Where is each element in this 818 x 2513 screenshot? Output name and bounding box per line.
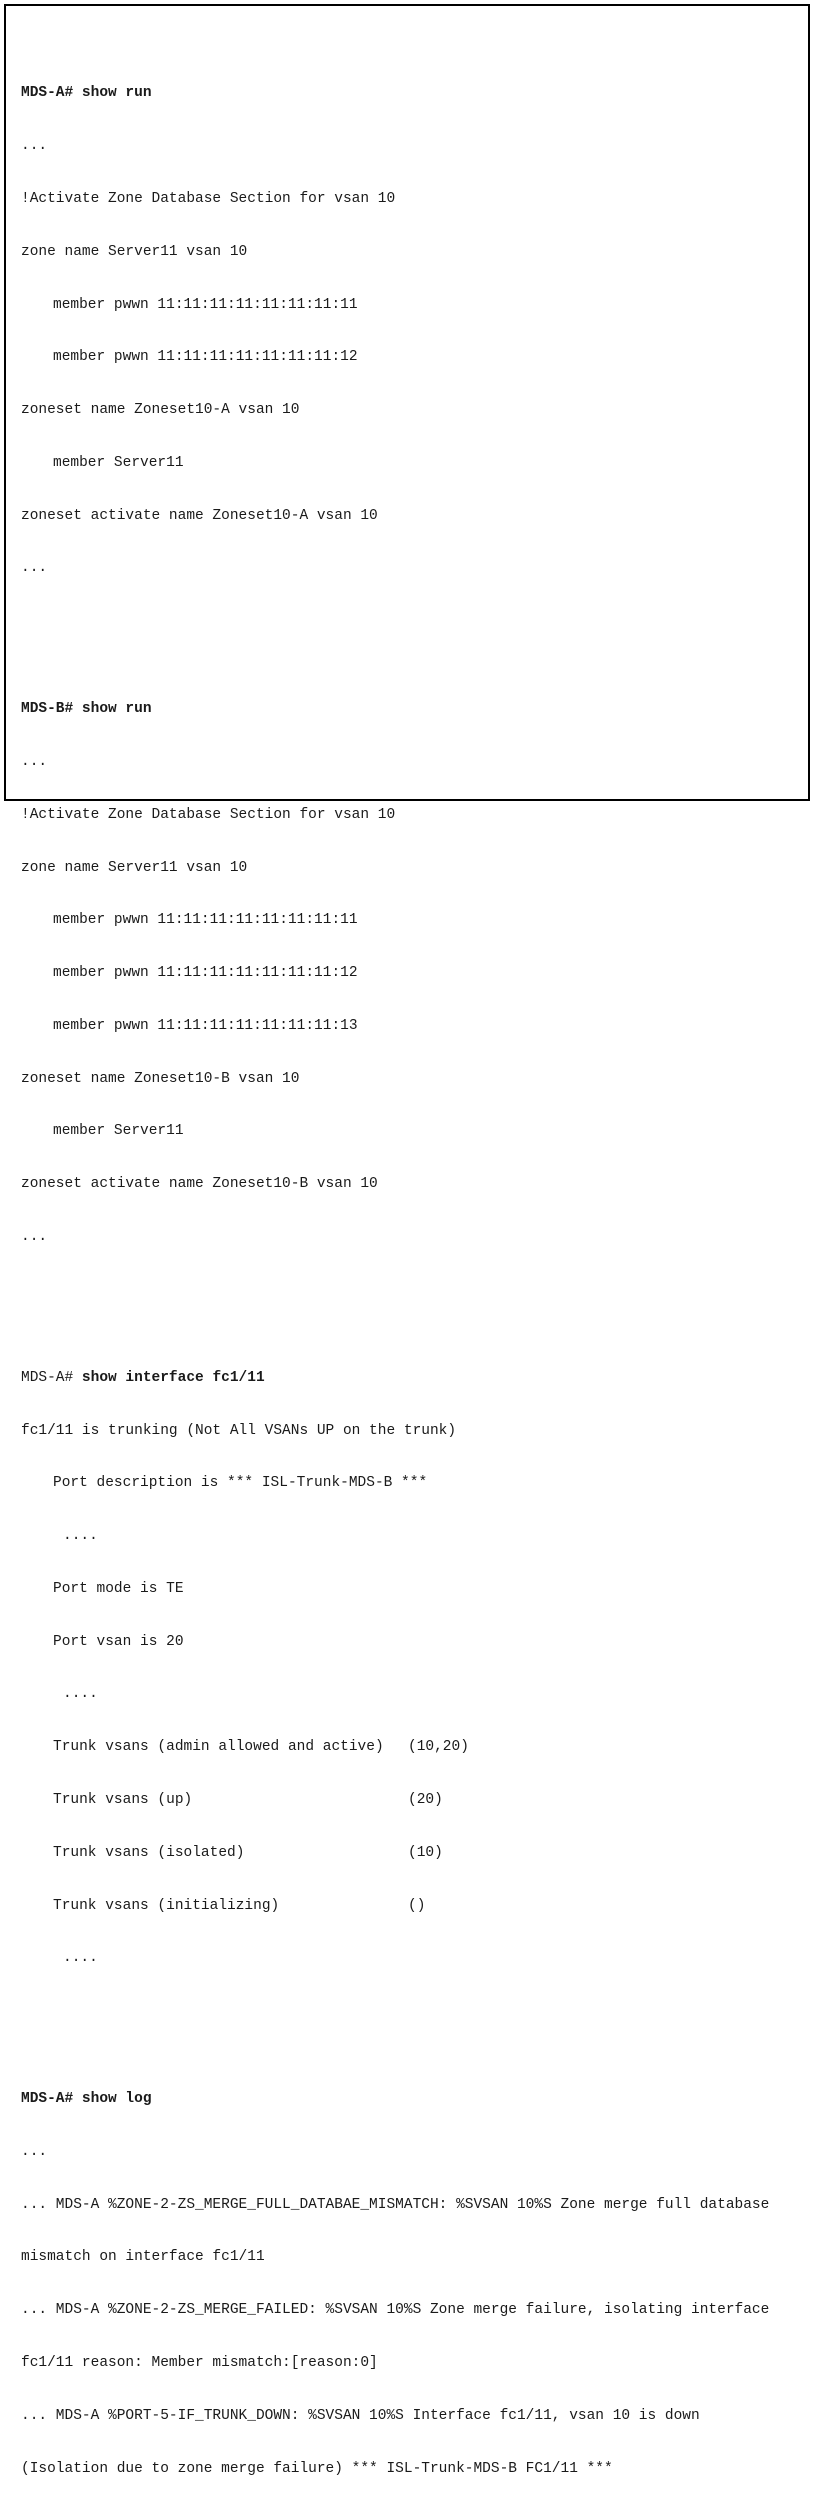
trunk-label: Trunk vsans (up) — [53, 1791, 193, 1808]
output-line: zone name Server11 vsan 10 — [21, 859, 248, 876]
command: show run — [81, 85, 152, 102]
output-line: member pwwn 11:11:11:11:11:11:11:11 — [53, 296, 358, 313]
command-line-d — [21, 2091, 769, 2109]
trunk-label: Trunk vsans (isolated) — [53, 1844, 245, 1861]
ellipsis: .... — [63, 1686, 98, 1703]
output-line: member pwwn 11:11:11:11:11:11:11:12 — [53, 349, 358, 366]
trunk-value: (20) — [408, 1791, 443, 1808]
log-line: ... MDS-A %PORT-5-IF_TRUNK_DOWN: %SVSAN 10%S Interface fc1/11, vsan 10 is down — [21, 2407, 700, 2424]
output-line: zoneset activate name Zoneset10-B vsan 10 — [21, 1176, 378, 1193]
output-line: member Server11 — [53, 1123, 184, 1140]
trunk-row — [21, 1898, 769, 1916]
prompt: MDS-A# — [21, 2091, 74, 2108]
ellipsis: .... — [63, 1950, 98, 1967]
output-line: zoneset activate name Zoneset10-A vsan 10 — [21, 507, 378, 524]
command-line-c — [21, 1370, 769, 1388]
output-line: zoneset name Zoneset10-B vsan 10 — [21, 1070, 300, 1087]
prompt: MDS-B# — [21, 701, 74, 718]
output-line: !Activate Zone Database Section for vsan 10 — [21, 806, 396, 823]
console-frame — [4, 4, 810, 2477]
command-line-a — [21, 85, 769, 103]
trunk-row — [21, 1792, 769, 1810]
output-line: member Server11 — [53, 454, 184, 471]
trunk-value: () — [408, 1897, 426, 1914]
output-line: ... — [21, 560, 48, 577]
output-line: ... — [21, 138, 48, 155]
port-mode: Port mode is TE — [53, 1580, 184, 1597]
log-line: mismatch on interface fc1/11 — [21, 2249, 265, 2266]
output-line: !Activate Zone Database Section for vsan 10 — [21, 190, 396, 207]
prompt: MDS-A# — [21, 85, 74, 102]
trunk-label: Trunk vsans (admin allowed and active) — [53, 1739, 384, 1756]
command-line-b — [21, 701, 769, 719]
output-line: zoneset name Zoneset10-A vsan 10 — [21, 402, 300, 419]
command: show run — [81, 701, 152, 718]
output-line: ... — [21, 753, 48, 770]
ellipsis: .... — [63, 1528, 98, 1545]
spacer — [21, 2003, 769, 2021]
command: show interface fc1/11 — [81, 1369, 265, 1386]
output-line: member pwwn 11:11:11:11:11:11:11:11 — [53, 912, 358, 929]
spacer — [21, 1282, 769, 1300]
output-line: ... — [21, 1228, 48, 1245]
prompt: MDS-A# — [21, 1369, 74, 1386]
port-vsan: Port vsan is 20 — [53, 1633, 184, 1650]
output-line: member pwwn 11:11:11:11:11:11:11:12 — [53, 965, 358, 982]
port-description: Port description is *** ISL-Trunk-MDS-B *** — [53, 1475, 428, 1492]
log-line: ... — [21, 2143, 48, 2160]
trunk-label: Trunk vsans (initializing) — [53, 1897, 280, 1914]
trunk-value: (10) — [408, 1844, 443, 1861]
command: show log — [81, 2091, 152, 2108]
log-line: ... MDS-A %ZONE-2-ZS_MERGE_FULL_DATABAE_MISMATCH: %SVSAN 10%S Zone merge full database — [21, 2196, 770, 2213]
interface-status: fc1/11 is trunking (Not All VSANs UP on the trunk) — [21, 1422, 457, 1439]
log-line: (Isolation due to zone merge failure) *** ISL-Trunk-MDS-B FC1/11 *** — [21, 2460, 613, 2477]
log-line: ... MDS-A %ZONE-2-ZS_MERGE_FAILED: %SVSAN 10%S Zone merge failure, isolating interface — [21, 2302, 770, 2319]
log-line: fc1/11 reason: Member mismatch:[reason:0] — [21, 2354, 378, 2371]
output-line: zone name Server11 vsan 10 — [21, 243, 248, 260]
spacer — [21, 613, 769, 631]
trunk-value: (10,20) — [408, 1739, 469, 1756]
trunk-row — [21, 1845, 769, 1863]
output-line: member pwwn 11:11:11:11:11:11:11:13 — [53, 1017, 358, 1034]
console-output — [21, 15, 769, 2513]
trunk-row — [21, 1739, 769, 1757]
